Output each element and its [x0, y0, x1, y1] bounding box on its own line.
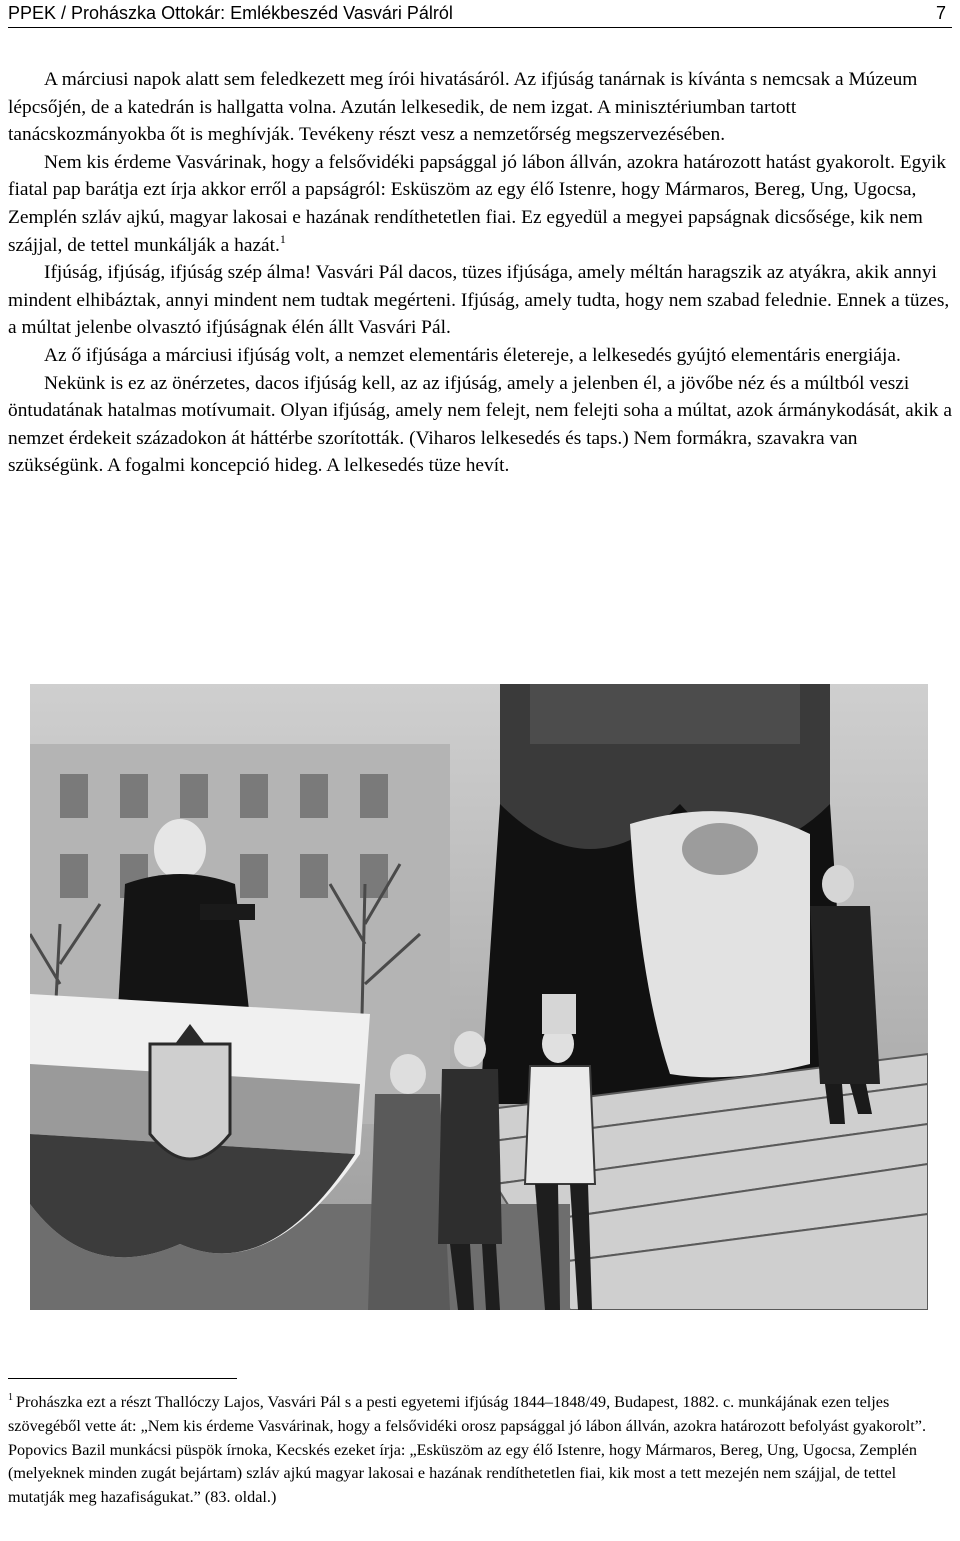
running-title: PPEK / Prohászka Ottokár: Emlékbeszéd Vasvári Pálról — [8, 3, 453, 23]
footnote-separator — [8, 1378, 237, 1379]
paragraph-2-text: Nem kis érdeme Vasvárinak, hogy a felsővidéki papsággal jó lábon állván, azokra határozott hatást gyakorolt. Egyik fiatal pap barátja ezt írja akkor erről a papságról: Esküszöm az egy élő Istenre, hogy Mármaros, Bereg, Ung, Ugocsa, Zemplén szláv ajkú, magyar lakosai e hazának rendíthetetlen fiai. Ez egyedül a megyei papságnak dicsősége, kik nem szájjal, de tettel munkálják a hazát. — [8, 151, 947, 256]
footnote — [8, 1391, 952, 1510]
paragraph-2 — [8, 149, 952, 259]
footnote-reference[interactable]: 1 — [279, 231, 286, 246]
paragraph-5: Nekünk is ez az önérzetes, dacos ifjúság kell, az az ifjúság, amely a jelenben él, a jövőbe néz és a múltból veszi öntudatának hatalmas motívumait. Olyan ifjúság, amely nem felejt, nem felejti soha a múltat, azok ármánykodását, akik a nemzet érdekeit századokon át háttérbe szorították. (Viharos lelkesedés és taps.) Nem formákra, szavakra van szükségünk. A fogalmi koncepció hideg. A lelkesedés tüze hevít. — [8, 372, 952, 477]
paragraph-1: A márciusi napok alatt sem feledkezett meg írói hivatásáról. Az ifjúság tanárnak is kívánta s nemcsak a Múzeum lépcsőjén, de a katedrán is hallgatta volna. Azután lelkesedik, de nem izgat. A minisztériumban tartott tanácskozmányokba őt is meghívják. Tevékeny részt vesz a nemzetőrség megszervezésében. — [8, 69, 918, 146]
historical-photograph-icon — [30, 684, 928, 1310]
page-header — [8, 0, 952, 28]
paragraph-3: Ifjúság, ifjúság, ifjúság szép álma! Vasvári Pál dacos, tüzes ifjúsága, amely méltán haragszik az atyákra, akik annyi mindent elhibáztak, annyi mindent nem tudtak megérteni. Ifjúság, amely tudta, hogy nem szabad felednie. Ennek a tüzes, a múltat jelenbe olvasztó ifjúságnak élén állt Vasvári Pál. — [8, 262, 950, 339]
footnote-marker: 1 — [8, 1392, 13, 1403]
page-number: 7 — [935, 3, 946, 23]
footnote-text: Prohászka ezt a részt Thallóczy Lajos, Vasvári Pál s a pesti egyetemi ifjúság 1844–1848/49, Budapest, 1882. c. munkájának ezen teljes szövegéből vette át: „Nem kis érdeme Vasvárinak, hogy a felsővidéki orosz papsággal jó lábon állván, azokra határozott befolyást gyakorolt”. Popovics Bazil munkácsi püspök írnoka, Kecskés ezeket írja: „Esküszöm az egy élő Istenre, hogy Mármaros, Bereg, Ung, Ugocsa, Zemplén (melyeknek minden zugát bejártam) szláv ajkú magyar lakosai e hazának rendíthetetlen fiai, kik most a tett mezején nem szájjal, de tettel mutatják meg hazafiságukat.” (83. oldal.) — [8, 1393, 927, 1507]
body-text — [8, 66, 952, 480]
paragraph-4: Az ő ifjúsága a márciusi ifjúság volt, a nemzet elementáris életereje, a lelkesedés gyújtó elementáris energiája. — [44, 344, 901, 366]
